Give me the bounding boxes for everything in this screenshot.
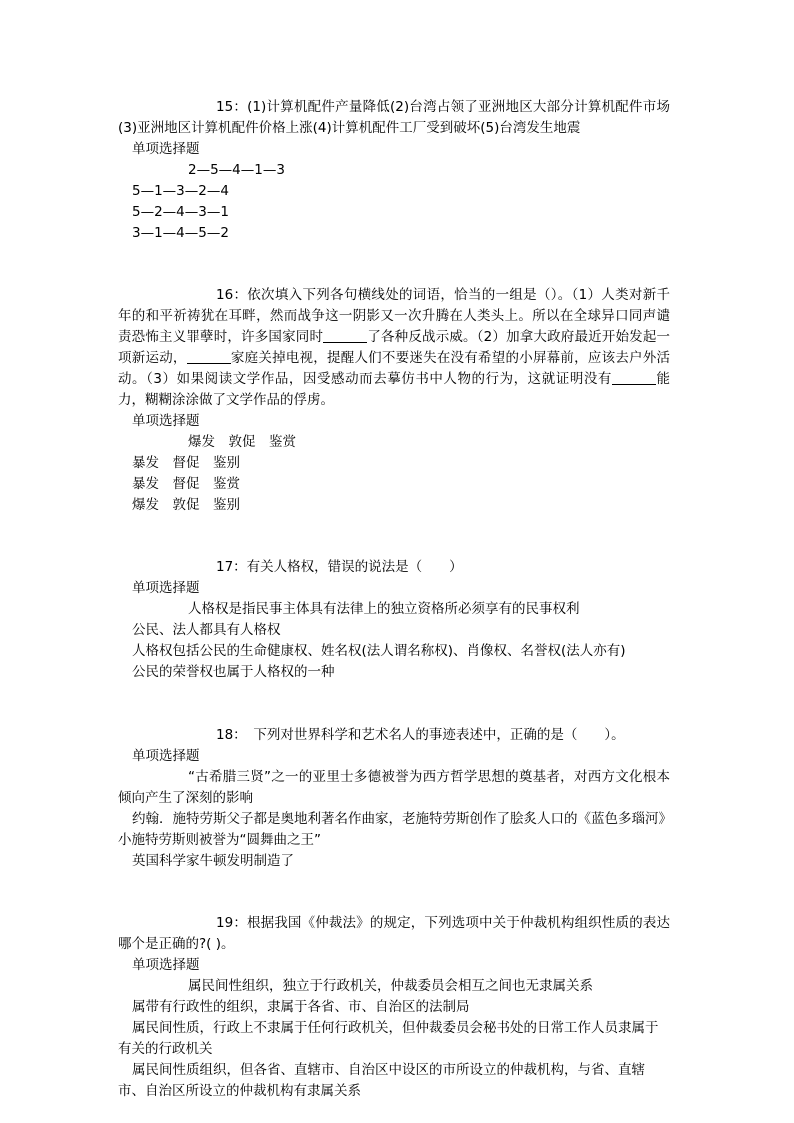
question-type-label: 单项选择题 [132,141,200,157]
question-type-label: 单项选择题 [132,957,200,973]
option-c: 属民间性质，行政上不隶属于任何行政机关，但仲裁委员会秘书处的日常工作人员隶属于有关的行政机关 [118,1020,659,1057]
question-17 [118,557,670,683]
option-a: 2—5—4—1—3 [188,162,285,178]
option-a: 爆发 敦促 鉴赏 [188,434,296,450]
option-b: 约翰．施特劳斯父子都是奥地利著名作曲家，老施特劳斯创作了脍炙人口的《蓝色多瑙河》小施特劳斯则被誉为“圆舞曲之王” [118,811,666,848]
question-19 [118,913,670,1102]
stem-part: 家庭关掉电视，提醒人们不要迷失在没有希望的小屏幕前，应该去户外活动。（3）如果阅读文学作品，因受感动而去摹仿书中人物的行为，这就证明没有 [118,350,671,387]
question-type-label: 单项选择题 [132,413,200,429]
option-c: 英国科学家牛顿发明制造了 [132,853,294,869]
spacer [118,244,670,285]
spacer [118,683,670,725]
option-d: 属民间性质组织，但各省、直辖市、自治区中设区的市所设立的仲裁机构，与省、直辖市、自治区所设立的仲裁机构有隶属关系 [118,1062,645,1099]
fill-blank [187,349,231,364]
option-b: 暴发 督促 鉴别 [132,455,240,471]
question-stem: 17：有关人格权，错误的说法是（ ） [216,559,463,575]
spacer [118,516,670,557]
option-d: 3—1—4—5—2 [132,225,229,241]
stem-part: 了各种反战示威。（2）加拿大政府最近开始发起一项新运动， [118,329,671,366]
stem-part: 16：依次填入下列各句横线处的词语，恰当的一组是（）。（1）人类对新千年的和平祈祷犹在耳畔，然而战争这一阴影又一次升腾在人类头上。所以在全球异口同声谴责恐怖主义罪孽时，许多国家同时 [118,287,670,345]
option-b: 公民、法人都具有人格权 [132,622,281,638]
option-b: 5—1—3—2—4 [132,183,229,199]
option-d: 爆发 敦促 鉴别 [132,497,240,513]
question-16 [118,285,670,516]
question-stem: 19：根据我国《仲裁法》的规定，下列选项中关于仲裁机构组织性质的表达哪个是正确的?( )。 [118,915,670,952]
question-stem: 18： 下列对世界科学和艺术名人的事迹表述中，正确的是（ ）。 [216,727,625,743]
stem-part: 能力，糊糊涂涂做了文学作品的俘虏。 [118,371,670,408]
fill-blank [323,328,367,343]
question-type-label: 单项选择题 [132,580,200,596]
spacer [118,872,670,913]
question-type-label: 单项选择题 [132,748,200,764]
option-c: 人格权包括公民的生命健康权、姓名权(法人谓名称权)、肖像权、名誉权(法人亦有) [132,643,626,659]
document-page [118,97,670,1102]
question-stem [118,285,670,411]
option-a: “古希腊三贤”之一的亚里士多德被誉为西方哲学思想的奠基者，对西方文化根本倾向产生了深刻的影响 [118,769,670,806]
option-b: 属带有行政性的组织，隶属于各省、市、自治区的法制局 [132,999,470,1015]
option-a: 人格权是指民事主体具有法律上的独立资格所必须享有的民事权利 [188,601,580,617]
option-c: 暴发 督促 鉴赏 [132,476,240,492]
question-18 [118,725,670,872]
option-d: 公民的荣誉权也属于人格权的一种 [132,664,335,680]
option-c: 5—2—4—3—1 [132,204,229,220]
question-15 [118,97,670,244]
question-stem: 15：(1)计算机配件产量降低(2)台湾占领了亚洲地区大部分计算机配件市场(3)亚洲地区计算机配件价格上涨(4)计算机配件工厂受到破坏(5)台湾发生地震 [118,99,670,136]
fill-blank [612,370,656,385]
option-a: 属民间性组织，独立于行政机关，仲裁委员会相互之间也无隶属关系 [188,978,593,994]
